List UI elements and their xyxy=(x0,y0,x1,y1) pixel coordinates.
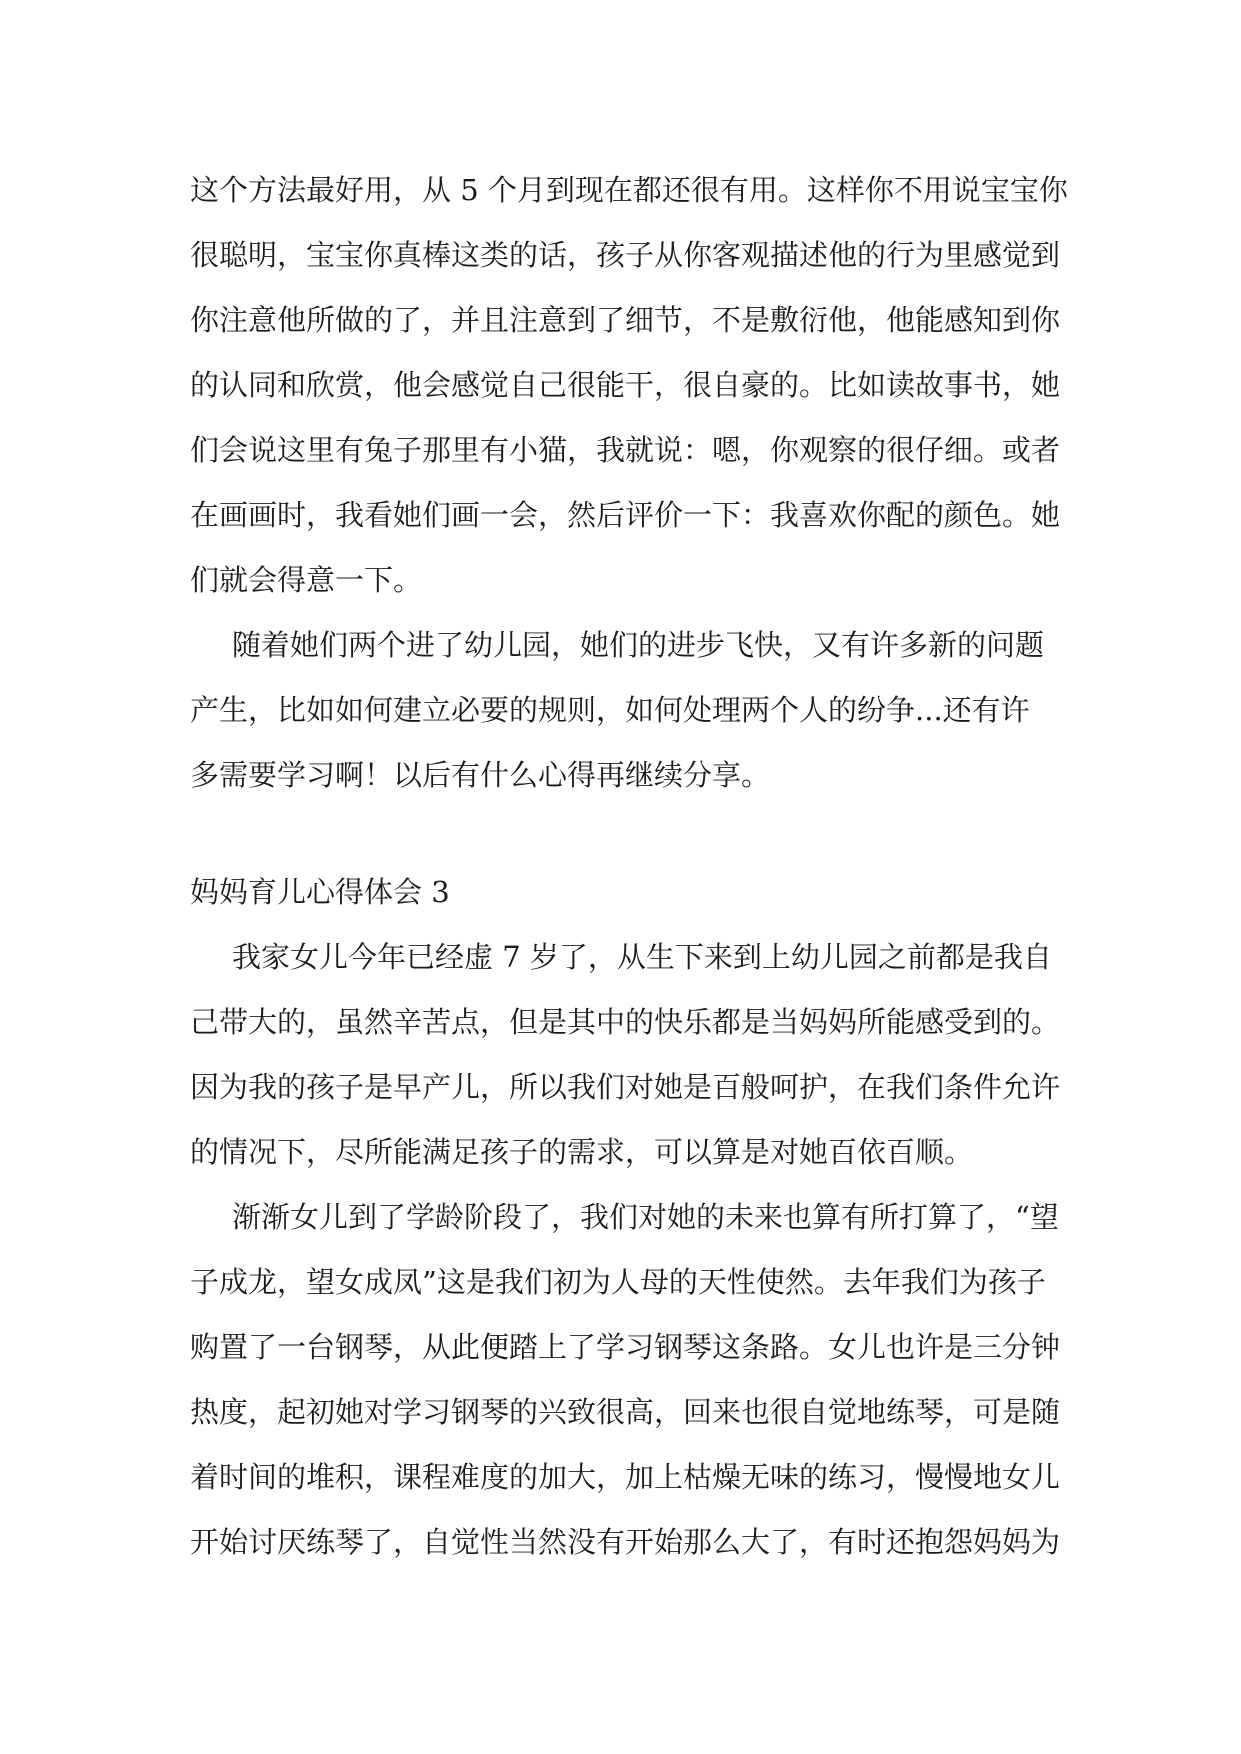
text-line: 开始讨厌练琴了，自觉性当然没有开始那么大了，有时还抱怨妈妈为 xyxy=(190,1525,1061,1559)
text-line: 因为我的孩子是早产儿，所以我们对她是百般呵护，在我们条件允许 xyxy=(190,1070,1061,1104)
text-line: 随着她们两个进了幼儿园，她们的进步飞快，又有许多新的问题 xyxy=(232,628,1045,662)
text-line: 多需要学习啊！以后有什么心得再继续分享。 xyxy=(190,758,771,792)
document-page xyxy=(190,158,1070,1575)
section-title: 妈妈育儿心得体会 3 xyxy=(190,875,450,909)
text-line: 们会说这里有兔子那里有小猫，我就说：嗯，你观察的很仔细。或者 xyxy=(190,433,1061,467)
text-line: 渐渐女儿到了学龄阶段了，我们对她的未来也算有所打算了，“望 xyxy=(232,1200,1059,1234)
text-line: 你注意他所做的了，并且注意到了细节，不是敷衍他，他能感知到你 xyxy=(190,303,1061,337)
text-line: 在画画时，我看她们画一会，然后评价一下：我喜欢你配的颜色。她 xyxy=(190,498,1061,532)
text-line: 们就会得意一下。 xyxy=(190,563,423,597)
paragraph-kindergarten xyxy=(190,613,1070,808)
text-line: 购置了一台钢琴，从此便踏上了学习钢琴这条路。女儿也许是三分钟 xyxy=(190,1330,1061,1364)
paragraph-piano xyxy=(190,1185,1070,1575)
paragraph-praise-method xyxy=(190,158,1070,613)
text-line: 这个方法最好用，从 5 个月到现在都还很有用。这样你不用说宝宝你 xyxy=(190,173,1068,207)
text-line: 我家女儿今年已经虚 7 岁了，从生下来到上幼儿园之前都是我自 xyxy=(232,940,1052,974)
text-line: 产生，比如如何建立必要的规则，如何处理两个人的纷争...还有许 xyxy=(190,693,1030,727)
text-line: 热度，起初她对学习钢琴的兴致很高，回来也很自觉地练琴，可是随 xyxy=(190,1395,1061,1429)
paragraph-daughter-intro xyxy=(190,925,1070,1185)
text-line: 的情况下，尽所能满足孩子的需求，可以算是对她百依百顺。 xyxy=(190,1135,974,1169)
text-line: 着时间的堆积，课程难度的加大，加上枯燥无味的练习，慢慢地女儿 xyxy=(190,1460,1061,1494)
text-line: 己带大的，虽然辛苦点，但是其中的快乐都是当妈妈所能感受到的。 xyxy=(190,1005,1061,1039)
text-line: 的认同和欣赏，他会感觉自己很能干，很自豪的。比如读故事书，她 xyxy=(190,368,1061,402)
text-line: 很聪明，宝宝你真棒这类的话，孩子从你客观描述他的行为里感觉到 xyxy=(190,238,1061,272)
text-line: 子成龙，望女成凤”这是我们初为人母的天性使然。去年我们为孩子 xyxy=(190,1265,1046,1299)
